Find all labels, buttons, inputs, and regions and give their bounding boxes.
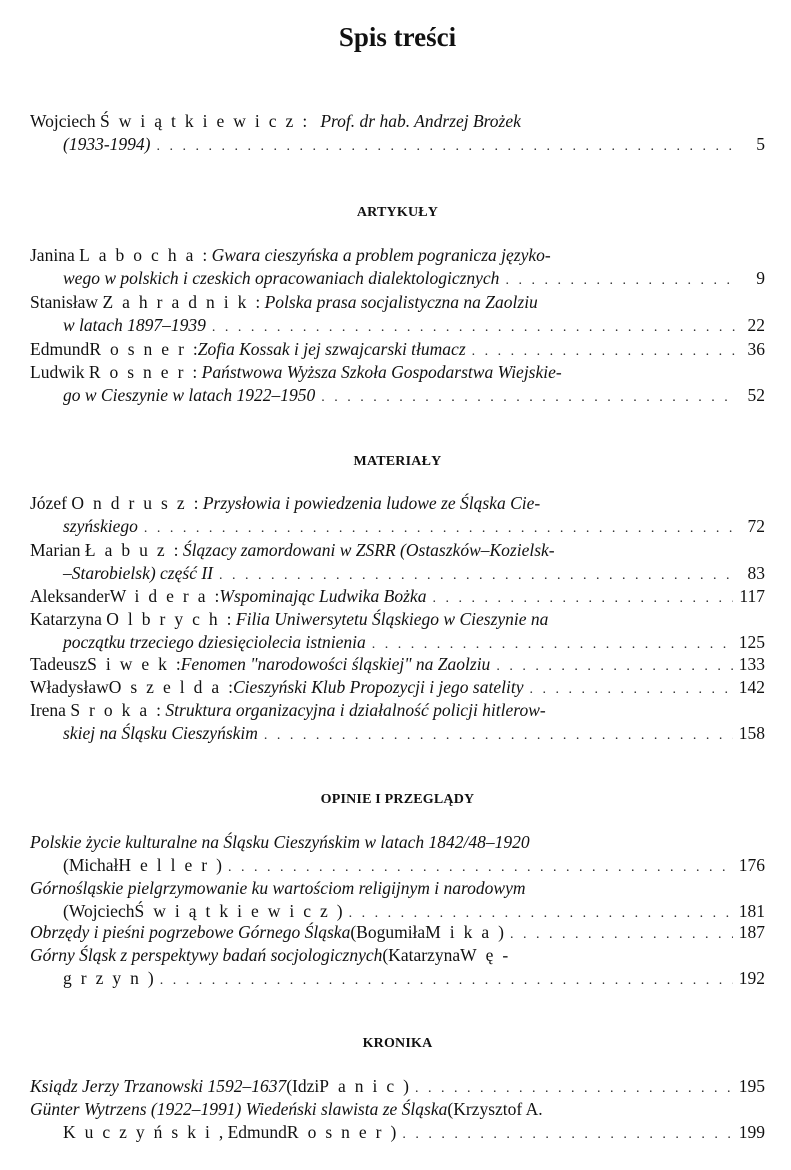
page-number: 181 xyxy=(738,901,765,921)
page-number: 158 xyxy=(738,723,765,743)
toc-entry: Obrzędy i pieśni pogrzebowe Górnego Śląska (Bogumiła Mika ) . . . 187 xyxy=(30,921,765,944)
page-number: 133 xyxy=(738,654,765,674)
author-surname: Łabuz xyxy=(84,540,174,560)
toc-entry-intro: Wojciech Świątkiewicz: Prof. dr hab. Andrzej Brożek (1933-1994) . . . 5 xyxy=(30,110,765,156)
page-number: 195 xyxy=(738,1076,765,1096)
toc-entry: Katarzyna Olbrych: Filia Uniwersytetu Śląskiego w Cieszynie na początku trzeciego dziesięciolecia istnienia . . . 125 xyxy=(30,608,765,654)
leader-dots xyxy=(321,386,737,409)
toc-entry: Tadeusz Siwek : Fenomen "narodowości śląskiej" na Zaolziu . . . 133 xyxy=(30,653,765,676)
author-surname: Mika xyxy=(425,922,499,942)
toc-entry: Janina Labocha: Gwara cieszyńska a problem pogranicza języko- wego w polskich i czeskich opracowaniach dialektologicznych . . . 9 xyxy=(30,244,765,290)
entry-title: Günter Wytrzens (1922–1991) Wiedeński slawista ze Śląska xyxy=(30,1099,448,1119)
author-surname: Rosner xyxy=(89,339,193,359)
leader-dots xyxy=(529,678,732,701)
entry-title: Polskie życie kulturalne na Śląsku Cieszyńskim w latach 1842/48–1920 xyxy=(30,832,530,852)
section-heading-opinie: OPINIE I PRZEGLĄDY xyxy=(320,792,475,807)
entry-title: Państwowa Wyższa Szkoła Gospodarstwa Wiejskie- xyxy=(201,362,562,382)
page-number: 125 xyxy=(738,632,765,652)
entry-title: Prof. dr hab. Andrzej Brożek xyxy=(320,111,521,131)
section-heading-materialy: MATERIAŁY xyxy=(353,454,442,469)
toc-entry: Ludwik Rosner: Państwowa Wyższa Szkoła Gospodarstwa Wiejskie- go w Cieszynie w latach 1922–1950 . . . 52 xyxy=(30,361,765,407)
entry-title: Ksiądz Jerzy Trzanowski 1592–1637 xyxy=(30,1076,287,1096)
author-surname: Panic xyxy=(319,1076,404,1096)
page-number: 9 xyxy=(756,268,765,288)
toc-entry: Günter Wytrzens (1922–1991) Wiedeński slawista ze Śląska (Krzysztof A. Kuczyński , Edmund Rosner ) . . . 199 xyxy=(30,1098,765,1144)
toc-entry: Władysław Oszelda : Cieszyński Klub Propozycji i jego satelity . . . 142 xyxy=(30,676,765,699)
author-surname: Zahradnik xyxy=(102,292,256,312)
author-surname: Rosner xyxy=(88,362,193,382)
entry-title: Zofia Kossak i jej szwajcarski tłumacz xyxy=(197,339,466,359)
section-heading-kronika: KRONIKA xyxy=(362,1036,433,1051)
leader-dots xyxy=(496,655,732,678)
author-surname: Świątkiewicz xyxy=(100,111,303,131)
entry-title: Górnośląskie pielgrzymowanie ku wartościom religijnym i narodowym xyxy=(30,878,526,898)
leader-dots xyxy=(472,340,737,363)
author-surname: Świątkiewicz xyxy=(134,901,337,921)
leader-dots xyxy=(432,587,733,610)
page-number: 5 xyxy=(756,134,765,154)
leader-dots xyxy=(219,564,737,587)
toc-entry: Józef Ondrusz: Przysłowia i powiedzenia ludowe ze Śląska Cie- szyńskiego . . . 72 xyxy=(30,492,765,538)
entry-title: Wspominając Ludwika Bożka xyxy=(219,586,427,606)
entry-title: Przysłowia i powiedzenia ludowe ze Śląska Cie- xyxy=(202,493,541,513)
page-number: 72 xyxy=(747,516,765,536)
entry-title: Obrzędy i pieśni pogrzebowe Górnego Śląska xyxy=(30,922,351,942)
author-surname: Siwek xyxy=(87,654,176,674)
toc-entry: Ksiądz Jerzy Trzanowski 1592–1637 (Idzi Panic ) . . . 195 xyxy=(30,1075,765,1098)
toc-entry: Marian Łabuz: Ślązacy zamordowani w ZSRR (Ostaszków–Kozielsk- –Starobielsk) część II . . . 83 xyxy=(30,539,765,585)
page-number: 22 xyxy=(747,315,765,335)
entry-title: Fenomen "narodowości śląskiej" na Zaolziu xyxy=(180,654,491,674)
leader-dots xyxy=(415,1077,733,1100)
toc-entry: Stanisław Zahradnik: Polska prasa socjalistyczna na Zaolziu w latach 1897–1939 . . . 22 xyxy=(30,291,765,337)
author-surname: Ondrusz xyxy=(71,493,194,513)
entry-title: Gwara cieszyńska a problem pogranicza języko- xyxy=(211,245,551,265)
toc-entry: Irena Sroka: Struktura organizacyjna i działalność policji hitlerow- skiej na Śląsku Cieszyńskim . . . 158 xyxy=(30,699,765,745)
entry-title-cont: (1933-1994) xyxy=(63,134,151,154)
entry-title: Ślązacy zamordowani w ZSRR (Ostaszków–Kozielsk- xyxy=(182,540,555,560)
entry-title: Górny Śląsk z perspektywy badań socjologicznych xyxy=(30,945,383,965)
page-title: Spis treści xyxy=(338,22,457,52)
page-number: 176 xyxy=(738,855,765,875)
leader-dots xyxy=(228,856,733,879)
toc-entry: Aleksander Widera : Wspominając Ludwika Bożka . . . 117 xyxy=(30,585,765,608)
author-surname: Wę- xyxy=(460,945,518,965)
author-surname: Sroka xyxy=(70,700,157,720)
page-number: 117 xyxy=(739,586,765,606)
author-surname: Rosner xyxy=(286,1122,391,1142)
entry-title: Polska prasa socjalistyczna na Zaolziu xyxy=(264,292,538,312)
leader-dots xyxy=(144,517,737,540)
leader-dots xyxy=(212,316,737,339)
toc-entry: Polskie życie kulturalne na Śląsku Cieszyńskim w latach 1842/48–1920 (Michał Heller ) . . . 176 xyxy=(30,831,765,877)
page-number: 192 xyxy=(738,968,765,988)
page-number: 187 xyxy=(738,922,765,942)
entry-title: Struktura organizacyjna i działalność policji hitlerow- xyxy=(165,700,546,720)
toc-entry: Edmund Rosner : Zofia Kossak i jej szwajcarski tłumacz . . . 36 xyxy=(30,338,765,361)
toc-entry: Górny Śląsk z perspektywy badań socjologicznych (Katarzyna Wę- grzyn ) . . . 192 xyxy=(30,944,765,990)
page-number: 83 xyxy=(747,563,765,583)
toc-entry: Górnośląskie pielgrzymowanie ku wartościom religijnym i narodowym (Wojciech Świątkiewicz ) . . . 181 xyxy=(30,877,765,923)
section-heading-artykuly: ARTYKUŁY xyxy=(356,205,439,220)
leader-dots xyxy=(505,269,737,292)
page-number: 52 xyxy=(747,385,765,405)
author-surname: Heller xyxy=(118,855,217,875)
author-first-name: Wojciech xyxy=(30,111,101,131)
author-surname: Oszelda xyxy=(108,677,229,697)
author-surname: Olbrych xyxy=(106,609,227,629)
author-surname: Labocha xyxy=(79,245,203,265)
page-number: 36 xyxy=(747,339,765,359)
leader-dots xyxy=(264,724,733,747)
page-number: 199 xyxy=(738,1122,765,1142)
leader-dots xyxy=(156,135,737,158)
leader-dots xyxy=(510,923,733,946)
author-surname-cont: grzyn xyxy=(63,968,148,988)
leader-dots xyxy=(402,1123,732,1146)
author-surname: Widera xyxy=(109,586,215,606)
page-number: 142 xyxy=(738,677,765,697)
author-surname: Kuczyński xyxy=(63,1122,219,1142)
entry-title: Cieszyński Klub Propozycji i jego satelity xyxy=(232,677,524,697)
leader-dots xyxy=(160,969,733,992)
entry-title: Filia Uniwersytetu Śląskiego w Cieszynie na xyxy=(235,609,549,629)
